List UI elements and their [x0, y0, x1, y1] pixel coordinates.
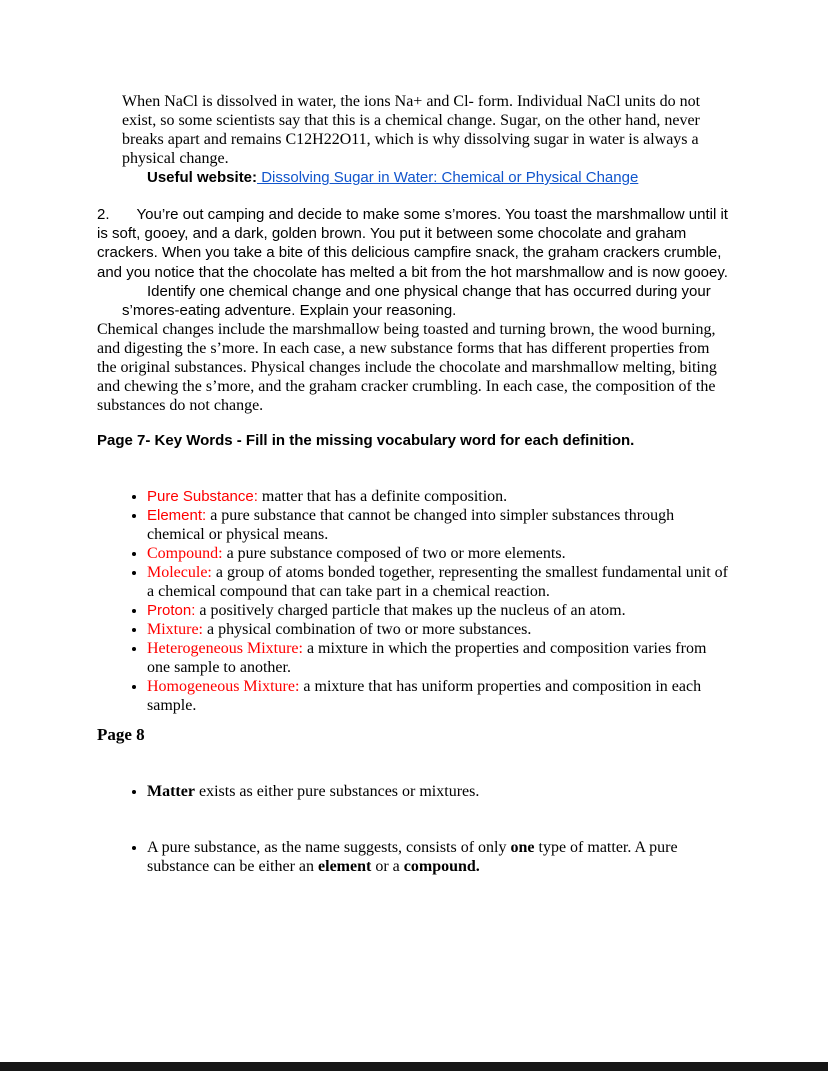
vocab-item-heterogeneous-mixture [147, 639, 730, 677]
useful-website-line [147, 168, 730, 187]
vocab-definition: a pure substance composed of two or more elements. [222, 545, 566, 563]
page-bottom-bar [0, 1062, 828, 1071]
vocab-definition: matter that has a definite composition. [257, 488, 508, 506]
list-item-pure-substance [147, 838, 730, 876]
vocab-definition: a mixture in which the properties and composition varies from one sample to another. [147, 640, 707, 677]
vocab-item-proton [147, 601, 730, 620]
vocab-term: Molecule: [147, 564, 212, 582]
page-8-list [97, 782, 730, 876]
vocab-definition: a mixture that has uniform properties and composition in each sample. [147, 678, 702, 715]
vocab-item-compound [147, 544, 730, 563]
vocab-term: Mixture: [147, 621, 203, 639]
vocab-item-element [147, 506, 730, 544]
vocab-term: Homogeneous Mixture: [147, 678, 300, 696]
question-2-text: You’re out camping and decide to make some s’mores. You toast the marshmallow until it is soft, gooey, and a dark, golden brown. You put it between some chocolate and graham crackers. When you take a bite of this delicious campfire snack, the graham crackers crumble, and you notice that the chocolate has melted a bit from the hot marshmallow and is now gooey. [97, 206, 728, 281]
vocab-item-molecule [147, 563, 730, 601]
bullet-text: or a [371, 858, 404, 876]
question-2-paragraph [97, 205, 730, 282]
nacl-answer-paragraph: When NaCl is dissolved in water, the ions Na+ and Cl- form. Individual NaCl units do not exist, so some scientists say that this is a chemical change. Sugar, on the other hand, never breaks apart and remains C12H22O11, which is why dissolving sugar in water is always a physical change. [122, 93, 701, 167]
useful-website-label: Useful website: [147, 169, 258, 186]
vocab-definition: a physical combination of two or more substances. [203, 621, 532, 639]
vocabulary-list [97, 487, 730, 715]
question-2-prompt: Identify one chemical change and one physical change that has occurred during your s’mores-eating adventure. Explain your reasoning. [122, 282, 711, 320]
vocab-term: Heterogeneous Mixture: [147, 640, 303, 658]
vocab-item-mixture [147, 620, 730, 639]
vocab-item-pure-substance [147, 487, 730, 506]
vocab-term: Compound: [147, 545, 223, 563]
vocab-definition: a pure substance that cannot be changed into simpler substances through chemical or physical means. [147, 507, 675, 544]
bold-term: compound. [403, 858, 480, 876]
question-2-number: 2. [97, 206, 110, 223]
page-7-heading: Page 7- Key Words - Fill in the missing vocabulary word for each definition. [97, 432, 635, 450]
bold-term: one [510, 839, 535, 857]
vocab-term: Pure Substance: [147, 488, 258, 506]
page-8-heading: Page 8 [97, 725, 145, 745]
useful-website-link[interactable]: Dissolving Sugar in Water: Chemical or Physical Change [257, 169, 639, 186]
vocab-term: Proton: [147, 602, 196, 620]
question-2-answer: Chemical changes include the marshmallow being toasted and turning brown, the wood burning, and digesting the s’more. In each case, a new substance forms that has different properties from the original substances. Physical changes include the chocolate and marshmallow melting, biting and chewing the s’more, and the graham cracker crumbling. In each case, the composition of the substances do not change. [97, 321, 717, 415]
bullet-text: type of matter. A pure substance can be either an [147, 839, 678, 876]
vocab-definition: a group of atoms bonded together, representing the smallest fundamental unit of a chemical compound that can take part in a chemical reaction. [147, 564, 728, 601]
vocab-item-homogeneous-mixture [147, 677, 730, 715]
vocab-term: Element: [147, 507, 207, 525]
bold-term: Matter [147, 783, 195, 801]
list-item-matter [147, 782, 730, 801]
bullet-text: A pure substance, as the name suggests, consists of only [147, 839, 511, 857]
vocab-definition: a positively charged particle that makes up the nucleus of an atom. [195, 602, 626, 620]
bullet-text: exists as either pure substances or mixtures. [194, 783, 480, 801]
bold-term: element [318, 858, 372, 876]
